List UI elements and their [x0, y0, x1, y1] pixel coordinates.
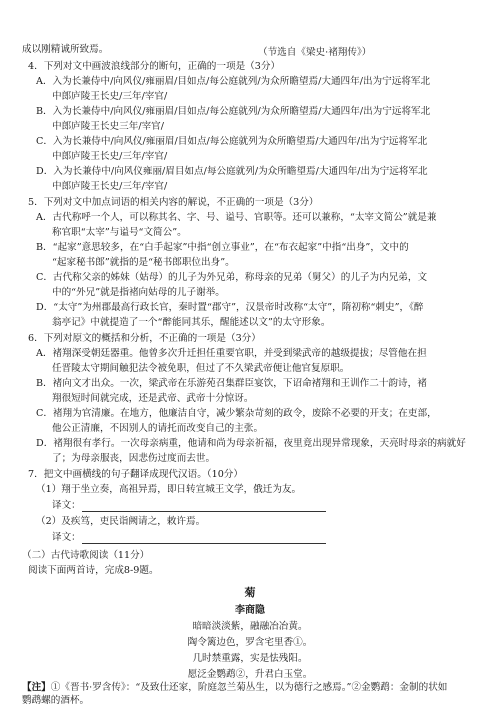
q6-option-c: C．褚翔为官清廉。在地方，他廉洁自守，减少繁杂苛刻的政令，废除不必要的开支；在吏部， — [36, 408, 437, 419]
poem-line-3: 几时禁重露，实是怯残阳。 — [192, 653, 308, 664]
q4-option-b-cont: 中郎庐陵王长史三年/宰官/ — [52, 121, 164, 132]
q7-stem: 7．把文中画横线的句子翻译成现代汉语。（10分） — [28, 469, 243, 480]
q4-option-d-cont: 中郎庐陵王长史/三年/宰官/ — [52, 181, 168, 192]
q6-option-d-cont: 了；为母亲服丧，因悲伤过度而去世。 — [52, 453, 216, 464]
q4-option-c-cont: 中郎庐陵王长史/三年/宰官/ — [52, 151, 168, 162]
q6-option-a: A．褚翔深受朝廷器重。他曾多次升迁担任重要官职，并受到梁武帝的越级提拔；尽管他在担 — [36, 348, 427, 359]
q5-option-d-cont: 翁亭记》中就提造了一个“醉能同其乐，醒能述以文”的太守形象。 — [52, 317, 331, 328]
q7-sentence-2: （2）及疾笃，吏民诣阙请之，敕许焉。 — [36, 516, 206, 527]
q6-option-b: B．褚向文才出众。一次，梁武帝在乐游苑召集群臣宴饮，下诏命褚翔和王训作二十韵诗，褚 — [36, 378, 427, 389]
q6-stem: 6．下列对原文的概括和分析，不正确的一项是（3分） — [28, 333, 261, 344]
q7-answer-line-2[interactable] — [82, 543, 326, 544]
poem-line-4: 愿泛金鹦鹉②，升君白玉堂。 — [187, 669, 313, 680]
section-instructions: 阅读下面两首诗，完成8-9题。 — [28, 565, 159, 576]
q5-option-b-cont: “起家秘书郎”就指的是“秘书郎职位出身”。 — [52, 257, 235, 268]
poem-note — [22, 682, 447, 694]
q5-option-a: A．古代称呼一个人，可以称其名、字、号、谥号、官职等。还可以兼称，“太宰文简公”就是兼 — [36, 212, 437, 223]
q5-option-b: B．“起家”意思较多，在“白手起家”中指“创立事业”，在“布衣起家”中指“出身”，文中的 — [36, 242, 409, 253]
q6-option-c-cont: 他公正清廉，不因别人的请托而改变自己的主张。 — [52, 423, 264, 434]
passage-source: （节选自《梁史·褚翔传》） — [258, 47, 372, 58]
q5-stem: 5．下列对文中加点词语的相关内容的解说，不正确的一项是（3分） — [28, 197, 319, 208]
poem-author: 李商隐 — [235, 605, 265, 616]
q4-stem: 4．下列对文中画波浪线部分的断句，正确的一项是（3分） — [28, 61, 281, 72]
poem-title: 菊 — [244, 586, 256, 599]
q5-option-d: D．“太守”为州郡最高行政长官，秦时置“郡守”，汉景帝时改称“太守”，隋初称“刺史”，《醉 — [36, 302, 424, 313]
note-text-1: ①《晋书·罗含传》：“及致仕还家，阶庭忽兰菊丛生，以为德行之感焉。”②金鹦鹉：金制的状如 — [50, 682, 448, 693]
q7-answer-label-1: 译文： — [52, 500, 81, 511]
q4-option-d: D．入为长兼侍中/向风仪雍丽/眉目如点/每公庭就列/为众所瞻望焉/大通四年/出为宁远将军北 — [36, 166, 428, 177]
q7-answer-line-1[interactable] — [82, 511, 326, 512]
note-text-2: 鹦鹉螺的酒杯。 — [22, 695, 90, 706]
section-heading: （二）古代诗歌阅读（11分） — [22, 550, 150, 561]
q5-option-c-cont: 中的“外兄”就是指褚向姑母的儿子谢举。 — [52, 287, 225, 298]
passage-ending: 成以刚精诚所致焉。 — [22, 44, 109, 55]
q5-option-c: C．古代称父亲的姊妹（姑母）的儿子为外兄弟，称母亲的兄弟（舅父）的儿子为内兄弟，文 — [36, 272, 428, 283]
q6-option-d: D．褚翔很有孝行。一次母亲病重，他请和尚为母亲祈福，夜里竟出现异常现象，天亮时母亲的病就好 — [36, 438, 466, 449]
q4-option-a-cont: 中郎庐陵王长史/三年/宰官/ — [52, 91, 168, 102]
q6-option-a-cont: 任晋陵太守期间触犯法令被免职，但过了不久梁武帝便让他官复原职。 — [52, 363, 350, 374]
q7-answer-label-2: 译文： — [52, 532, 81, 543]
q4-option-b: B．入为长兼侍中/向风仪/雍丽眉/目如点/每公庭就列/为众所瞻望焉/大通四年/出为宁远将军北 — [36, 106, 431, 117]
q4-option-a: A．入为长兼侍中/向风仪/雍丽眉/目如点/每公庭就列/为众所瞻望焉/大通四年/出为宁远将军北 — [36, 76, 431, 87]
poem-line-2: 陶令篱边色，罗含宅里香①。 — [187, 637, 313, 648]
q5-option-a-cont: 称官职“太宰”与谥号“文简公”。 — [52, 227, 187, 238]
note-label: 【注】 — [22, 682, 51, 693]
poem-line-1: 暗暗淡淡紫，融融冶冶黄。 — [192, 621, 308, 632]
q6-option-b-cont: 翔很短时间就完成，还是武帝、武帝十分惊讶。 — [52, 393, 254, 404]
q4-option-c: C．入为长兼侍中/向风仪/雍丽眉/目如点/每公庭就列为众所瞻望焉/大通四年/出为宁远将军北 — [36, 136, 428, 147]
q7-sentence-1: （1）翔于坐立奏，高祖异焉，即日转宣城王文学，俄迁为友。 — [36, 484, 302, 495]
